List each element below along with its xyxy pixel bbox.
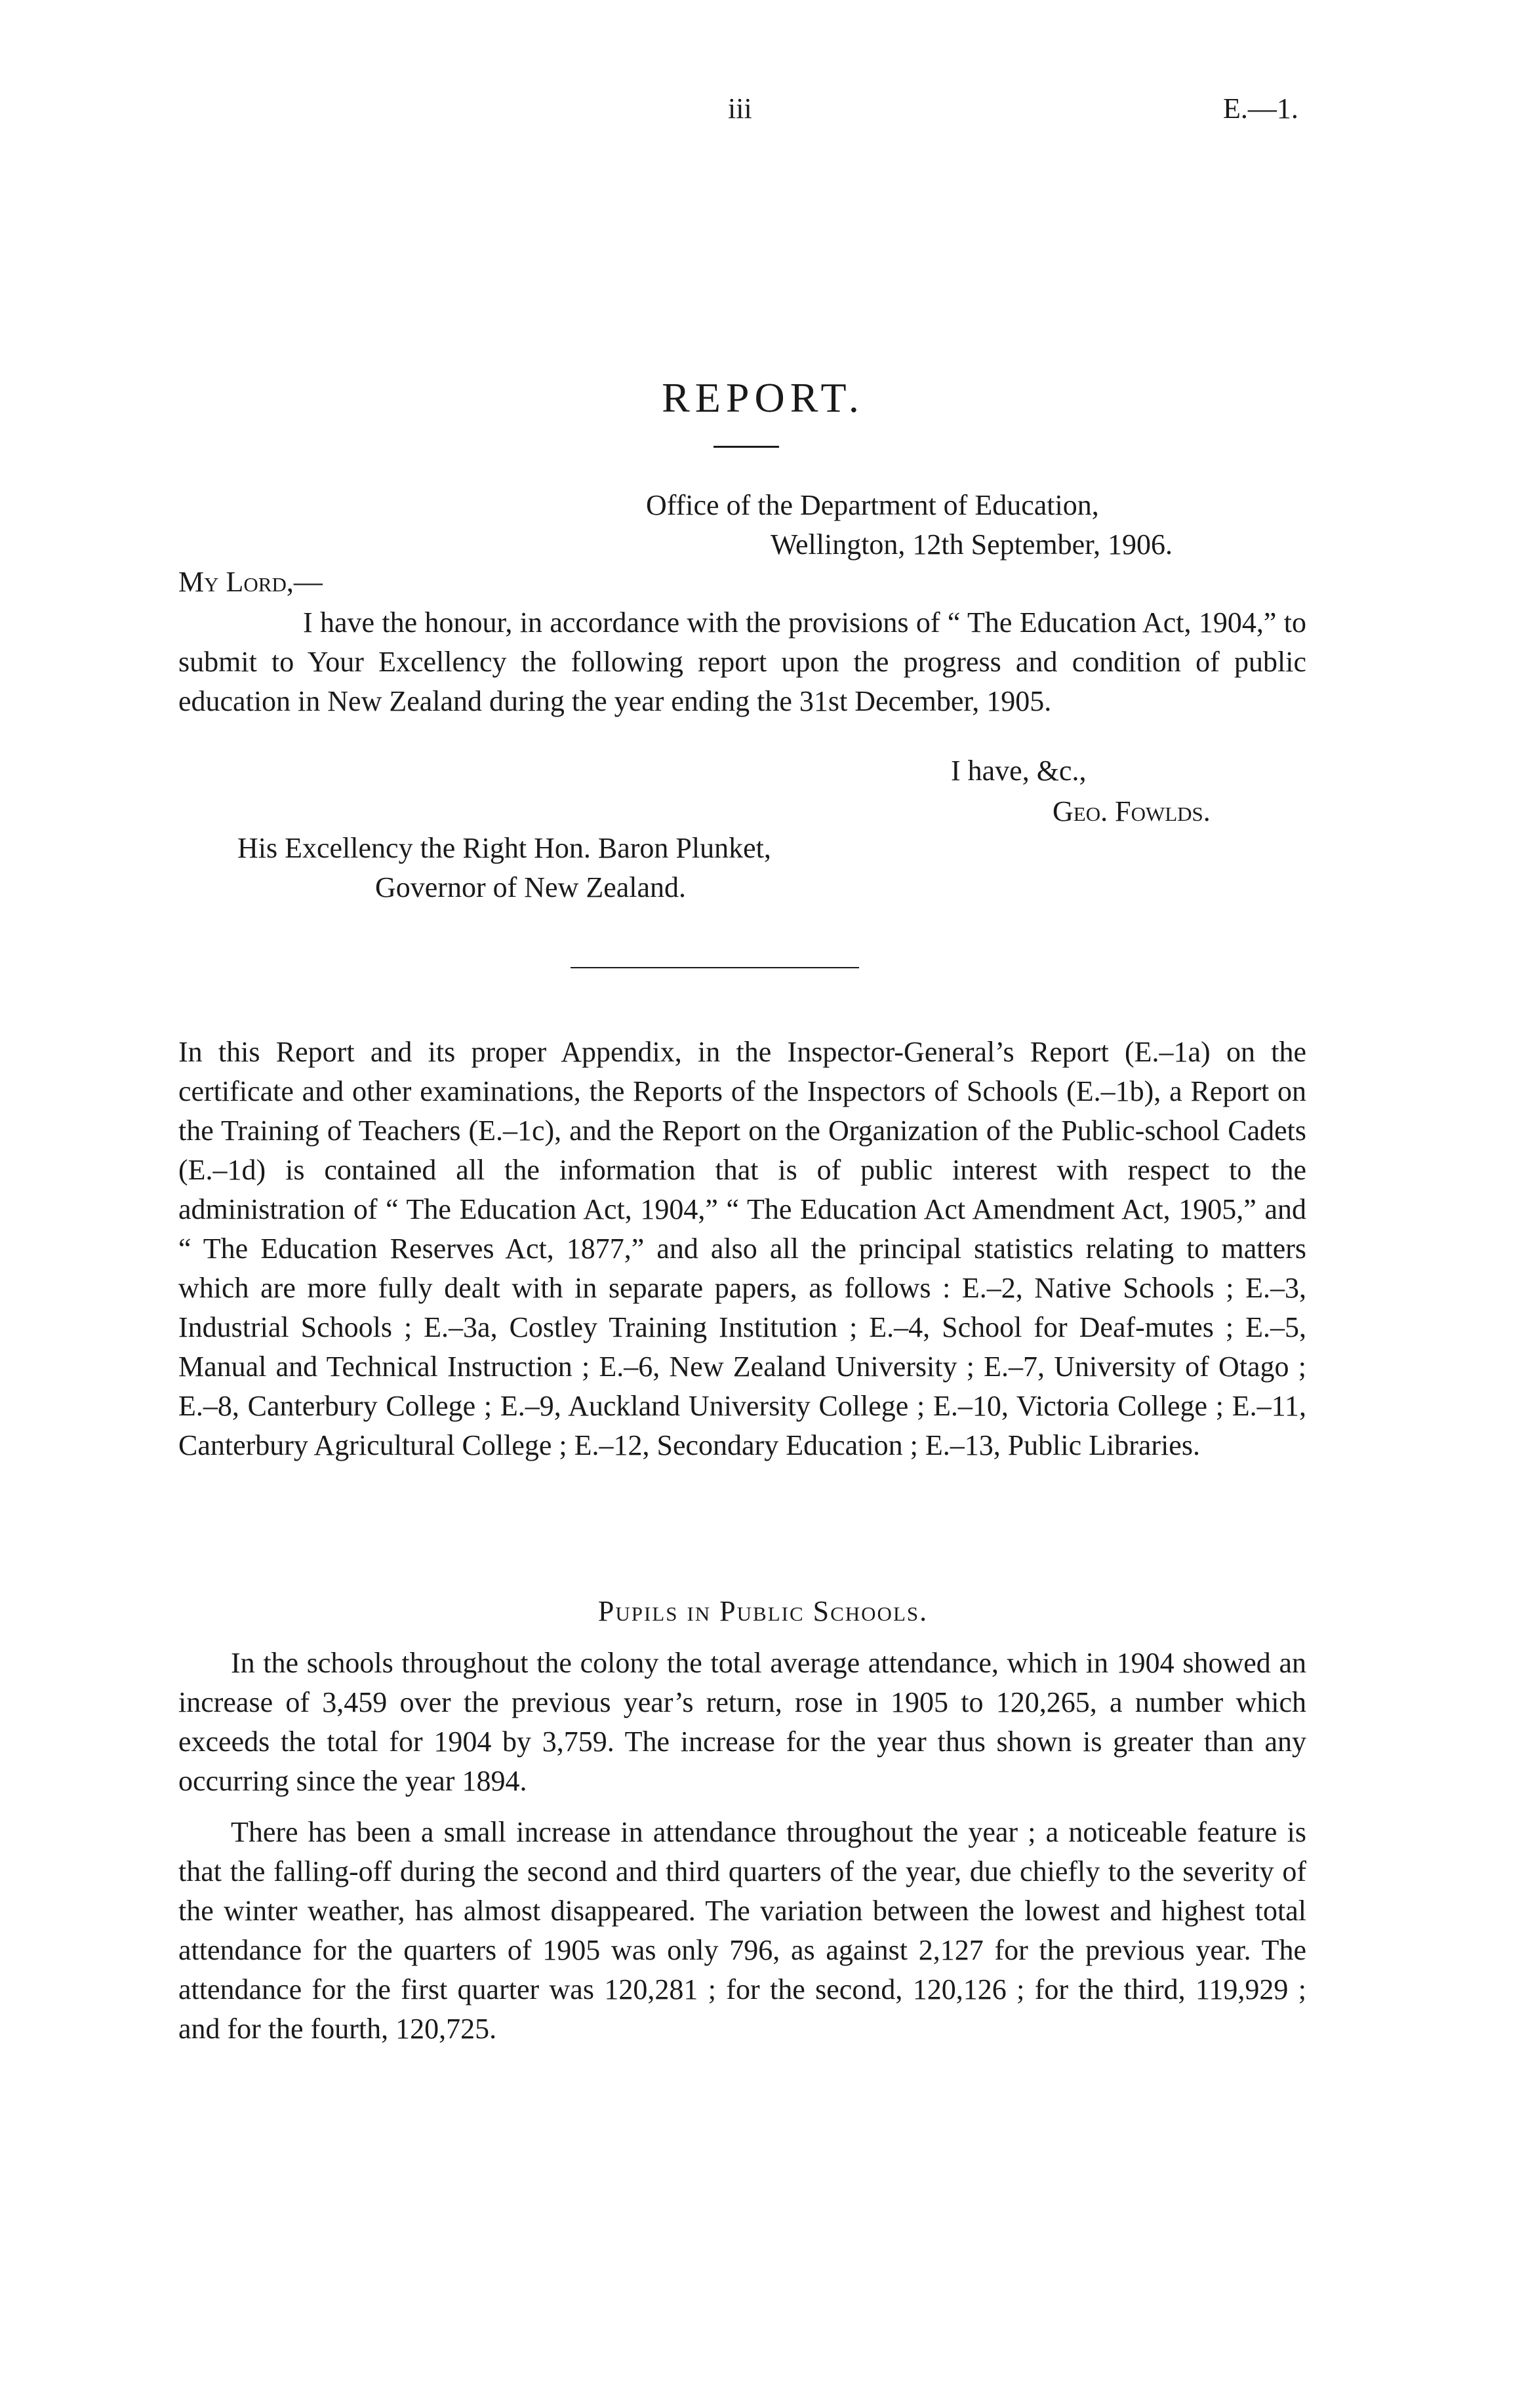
document-code: E.—1. (1223, 92, 1298, 125)
addressee-line-2: Governor of New Zealand. (375, 871, 687, 903)
section-divider (571, 967, 859, 968)
report-intro-paragraph: In this Report and its proper Appendix, in the Inspector-General’s Report (E.–1a) on the certificate and other examinations, the Reports of the Inspectors of Schools (E.–1b), a Report on the Training of Teachers (E.–1c), and the Report on the Organization of the Public-school Cadets (E.–1d) is contained all the information that is of public interest with respect to the administration of “ The Education Act, 1904,” “ The Education Act Amendment Act, 1905,” and “ The Education Reserves Act, 1877,” and also all the principal statistics relating to matters which are more fully dealt with in separate papers, as follows : E.–2, Native Schools ; E.–3, Industrial Schools ; E.–3a, Costley Training Institution ; E.–4, School for Deaf-mutes ; E.–5, Manual and Technical Instruction ; E.–6, New Zealand University ; E.–7, University of Otago ; E.–8, Canterbury College ; E.–9, Auckland University College ; E.–10, Victoria College ; E.–11, Canterbury Agricultural College ; E.–12, Secondary Education ; E.–13, Public Libraries. (178, 1036, 1306, 1461)
title-divider (713, 446, 779, 448)
addressee-line-1: His Excellency the Right Hon. Baron Plunket, (237, 832, 771, 864)
section-heading-pupils: Pupils in Public Schools. (597, 1595, 929, 1627)
signature: Geo. Fowlds. (1053, 795, 1211, 827)
pupils-paragraph-2: There has been a small increase in attendance throughout the year ; a noticeable feature is that the falling-off during the second and third quarters of the year, due chiefly to the severity of the winter weather, has almost disappeared. The variation between the lowest and highest total attendance for the quarters of 1905 was only 796, as against 2,127 for the previous year. The attendance for the first quarter was 120,281 ; for the second, 120,126 ; for the third, 119,929 ; and for the fourth, 120,725. (178, 1816, 1306, 2045)
salutation: My Lord,— (178, 566, 323, 598)
office-line-2: Wellington, 12th September, 1906. (771, 528, 1173, 561)
report-title: REPORT. (662, 374, 864, 421)
page-number: iii (728, 92, 752, 125)
letter-closing: I have, &c., (951, 755, 1087, 787)
office-line-1: Office of the Department of Education, (646, 489, 1099, 521)
pupils-paragraph-1: In the schools throughout the colony the total average attendance, which in 1904 showed an increase of 3,459 over the previous year’s return, rose in 1905 to 120,265, a number which exceeds the total for 1904 by 3,759. The increase for the year thus shown is greater than any occurring since the year 1894. (178, 1647, 1306, 1797)
letter-body: I have the honour, in accordance with the provisions of “ The Education Act, 1904,” to submit to Your Excellency the following report upon the progress and condition of public education in New Zealand during the year ending the 31st December, 1905. (178, 606, 1306, 717)
